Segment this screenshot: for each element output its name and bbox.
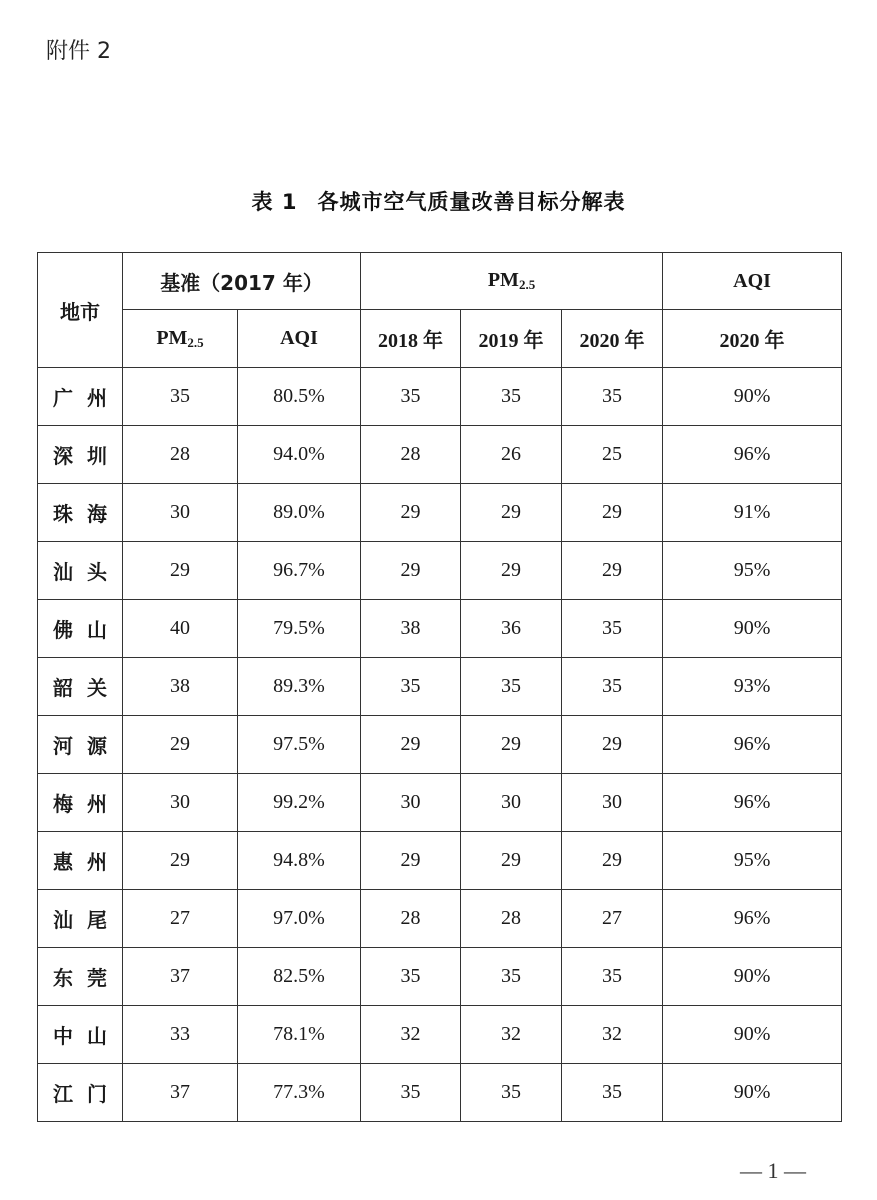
- pm-2018-cell: 30: [361, 774, 461, 832]
- pm-2018-cell: 28: [361, 890, 461, 948]
- aqi-2020-cell: 90%: [663, 1064, 842, 1122]
- header-baseline-group: 基准（2017 年）: [123, 253, 361, 310]
- baseline-pm-cell: 29: [123, 832, 238, 890]
- pm-2019-cell: 29: [461, 832, 562, 890]
- table-row: [38, 658, 842, 716]
- city-cell: 中山: [38, 1006, 123, 1064]
- header-pm-subscript: 2.5: [518, 277, 536, 292]
- city-cell: 江门: [38, 1064, 123, 1122]
- baseline-pm-cell: 40: [123, 600, 238, 658]
- pm-2019-cell: 26: [461, 426, 562, 484]
- baseline-aqi-cell: 99.2%: [238, 774, 361, 832]
- header-year-2020: 2020 年: [562, 310, 663, 368]
- city-cell: 广州: [38, 368, 123, 426]
- city-cell: 韶关: [38, 658, 123, 716]
- baseline-pm-cell: 35: [123, 368, 238, 426]
- header-baseline-pm-label: PM: [156, 326, 188, 349]
- city-cell: 河源: [38, 716, 123, 774]
- pm-2018-cell: 35: [361, 948, 461, 1006]
- attachment-label: 附件 2: [46, 39, 111, 64]
- header-row-1: [38, 253, 842, 310]
- pm-2018-cell: 35: [361, 658, 461, 716]
- city-cell: 珠海: [38, 484, 123, 542]
- table-title: [0, 186, 877, 216]
- table-row: [38, 484, 842, 542]
- air-quality-target-table: [37, 252, 842, 1122]
- header-year-2019: 2019 年: [461, 310, 562, 368]
- pm-2018-cell: 29: [361, 716, 461, 774]
- pm-2020-cell: 25: [562, 426, 663, 484]
- baseline-aqi-cell: 82.5%: [238, 948, 361, 1006]
- city-cell: 梅州: [38, 774, 123, 832]
- pm-2020-cell: 27: [562, 890, 663, 948]
- table-row: [38, 948, 842, 1006]
- baseline-aqi-cell: 89.0%: [238, 484, 361, 542]
- pm-2018-cell: 29: [361, 542, 461, 600]
- header-pm-group: [361, 253, 663, 310]
- aqi-2020-cell: 96%: [663, 774, 842, 832]
- baseline-pm-cell: 28: [123, 426, 238, 484]
- header-pm-label: PM: [487, 269, 519, 291]
- table-row: [38, 600, 842, 658]
- header-baseline-pm: [123, 310, 238, 368]
- city-cell: 佛山: [38, 600, 123, 658]
- table-body: [38, 368, 842, 1122]
- baseline-pm-cell: 30: [123, 774, 238, 832]
- pm-2019-cell: 29: [461, 484, 562, 542]
- pm-2019-cell: 35: [461, 1064, 562, 1122]
- baseline-pm-cell: 37: [123, 948, 238, 1006]
- city-cell: 汕尾: [38, 890, 123, 948]
- baseline-aqi-cell: 96.7%: [238, 542, 361, 600]
- pm-2019-cell: 28: [461, 890, 562, 948]
- pm-2018-cell: 28: [361, 426, 461, 484]
- baseline-pm-cell: 33: [123, 1006, 238, 1064]
- header-aqi-2020: 2020 年: [663, 310, 842, 368]
- pm-2019-cell: 35: [461, 368, 562, 426]
- pm-2019-cell: 30: [461, 774, 562, 832]
- table-row: [38, 542, 842, 600]
- pm-2020-cell: 35: [562, 658, 663, 716]
- baseline-aqi-cell: 97.5%: [238, 716, 361, 774]
- pm-2020-cell: 29: [562, 716, 663, 774]
- pm-2020-cell: 35: [562, 368, 663, 426]
- pm-2019-cell: 29: [461, 716, 562, 774]
- aqi-2020-cell: 96%: [663, 890, 842, 948]
- table-row: [38, 368, 842, 426]
- aqi-2020-cell: 96%: [663, 716, 842, 774]
- pm-2019-cell: 35: [461, 948, 562, 1006]
- pm-2018-cell: 29: [361, 484, 461, 542]
- pm-2019-cell: 29: [461, 542, 562, 600]
- pm-2018-cell: 38: [361, 600, 461, 658]
- city-cell: 东莞: [38, 948, 123, 1006]
- pm-2020-cell: 35: [562, 1064, 663, 1122]
- pm-2018-cell: 32: [361, 1006, 461, 1064]
- baseline-pm-cell: 27: [123, 890, 238, 948]
- table-row: [38, 832, 842, 890]
- header-row-2: [38, 310, 842, 368]
- header-aqi-group: AQI: [663, 253, 842, 310]
- aqi-2020-cell: 95%: [663, 832, 842, 890]
- aqi-2020-cell: 90%: [663, 368, 842, 426]
- table-title-text: 各城市空气质量改善目标分解表: [317, 190, 626, 214]
- pm-2019-cell: 36: [461, 600, 562, 658]
- city-cell: 深圳: [38, 426, 123, 484]
- pm-2020-cell: 35: [562, 948, 663, 1006]
- aqi-2020-cell: 96%: [663, 426, 842, 484]
- table-row: [38, 890, 842, 948]
- aqi-2020-cell: 95%: [663, 542, 842, 600]
- header-baseline-pm-subscript: 2.5: [187, 334, 204, 350]
- header-city: 地市: [38, 253, 123, 368]
- baseline-aqi-cell: 80.5%: [238, 368, 361, 426]
- pm-2018-cell: 35: [361, 368, 461, 426]
- table-row: [38, 1064, 842, 1122]
- aqi-2020-cell: 91%: [663, 484, 842, 542]
- pm-2020-cell: 35: [562, 600, 663, 658]
- baseline-aqi-cell: 89.3%: [238, 658, 361, 716]
- city-cell: 惠州: [38, 832, 123, 890]
- baseline-aqi-cell: 78.1%: [238, 1006, 361, 1064]
- aqi-2020-cell: 90%: [663, 600, 842, 658]
- pm-2020-cell: 30: [562, 774, 663, 832]
- city-cell: 汕头: [38, 542, 123, 600]
- pm-2018-cell: 29: [361, 832, 461, 890]
- baseline-aqi-cell: 79.5%: [238, 600, 361, 658]
- baseline-aqi-cell: 94.0%: [238, 426, 361, 484]
- pm-2020-cell: 29: [562, 484, 663, 542]
- pm-2020-cell: 29: [562, 832, 663, 890]
- baseline-aqi-cell: 94.8%: [238, 832, 361, 890]
- pm-2018-cell: 35: [361, 1064, 461, 1122]
- header-year-2018: 2018 年: [361, 310, 461, 368]
- table-row: [38, 774, 842, 832]
- baseline-pm-cell: 30: [123, 484, 238, 542]
- aqi-2020-cell: 90%: [663, 948, 842, 1006]
- page-number: — 1 —: [740, 1158, 806, 1183]
- table-row: [38, 1006, 842, 1064]
- baseline-aqi-cell: 97.0%: [238, 890, 361, 948]
- table-number: 表 1: [251, 190, 298, 214]
- pm-2020-cell: 32: [562, 1006, 663, 1064]
- header-baseline-aqi: AQI: [238, 310, 361, 368]
- table-row: [38, 426, 842, 484]
- pm-2019-cell: 32: [461, 1006, 562, 1064]
- aqi-2020-cell: 93%: [663, 658, 842, 716]
- baseline-pm-cell: 29: [123, 542, 238, 600]
- baseline-pm-cell: 37: [123, 1064, 238, 1122]
- aqi-2020-cell: 90%: [663, 1006, 842, 1064]
- baseline-pm-cell: 38: [123, 658, 238, 716]
- baseline-pm-cell: 29: [123, 716, 238, 774]
- pm-2019-cell: 35: [461, 658, 562, 716]
- pm-2020-cell: 29: [562, 542, 663, 600]
- table-row: [38, 716, 842, 774]
- baseline-aqi-cell: 77.3%: [238, 1064, 361, 1122]
